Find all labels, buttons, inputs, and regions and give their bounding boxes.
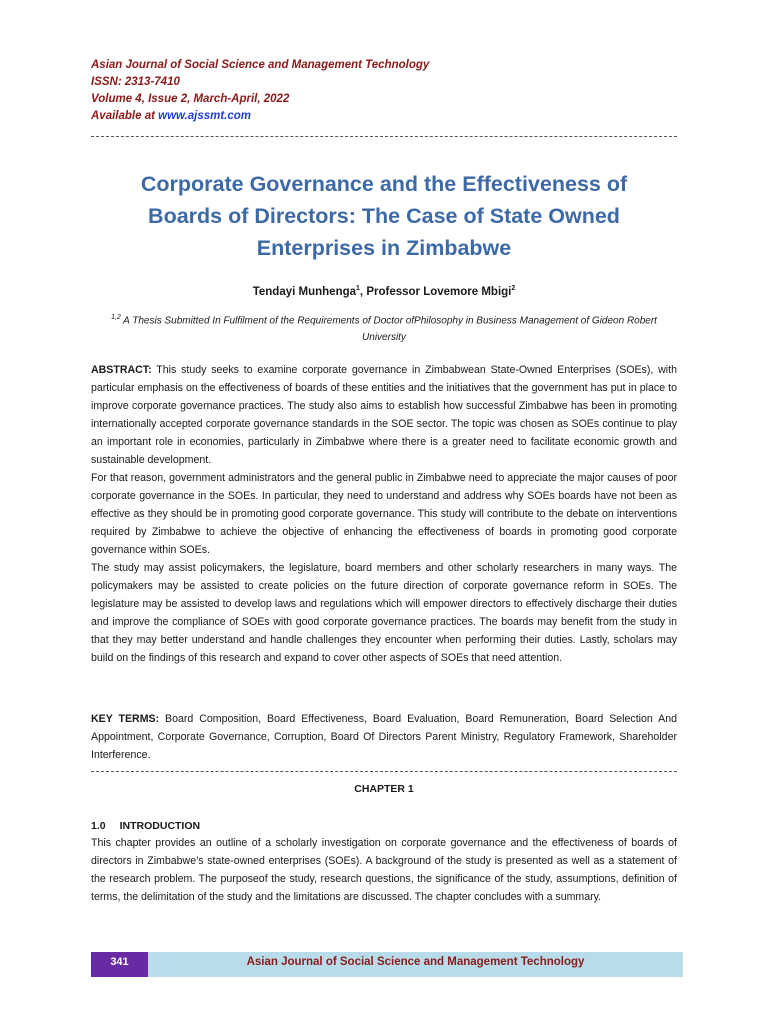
- abstract-label: ABSTRACT:: [91, 364, 152, 376]
- key-terms-text: Board Composition, Board Effectiveness, Board Evaluation, Board Remuneration, Board Selection And Appointment, Corporate Governance, Corruption, Board Of Directors Parent Ministry, Regulatory Framework, Shareholder Interference.: [91, 713, 677, 761]
- abstract-paragraph: The study may assist policymakers, the legislature, board members and other scholarly researchers in many ways. The policymakers may be assisted to create policies on the future direction of corporate governance reform in SOEs. The legislature may be assisted to develop laws and regulations which will empower directors to effectively discharge their duties and improve the compliance of SOEs with good corporate governance practices. The boards may benefit from the study in that they may better understand and handle challenges they encounter when performing their duties. Lastly, scholars may build on the findings of this research and expand to cover other aspects of SOEs that need attention.: [91, 562, 677, 664]
- author-affiliation-mark: 1: [356, 285, 360, 292]
- affiliation: [91, 309, 677, 346]
- journal-header: [91, 57, 429, 125]
- affiliation-text: A Thesis Submitted In Fulfilment of the Requirements of Doctor ofPhilosophy in Business Management of Gideon Robert University: [120, 315, 657, 344]
- section-heading: [91, 820, 200, 832]
- abstract-paragraph: [91, 361, 677, 469]
- page-footer: [91, 952, 683, 977]
- title-line: Enterprises in Zimbabwe: [256, 236, 512, 260]
- journal-availability: [91, 108, 429, 125]
- author-list: [91, 285, 677, 298]
- key-terms-paragraph: [91, 710, 677, 764]
- key-terms: [91, 710, 677, 764]
- section-title: INTRODUCTION: [119, 820, 201, 832]
- footer-journal-name: Asian Journal of Social Science and Management Technology: [246, 956, 585, 968]
- header-divider: [91, 136, 677, 137]
- title-line: Boards of Directors: The Case of State Owned: [148, 204, 620, 228]
- key-terms-label: KEY TERMS:: [91, 713, 160, 725]
- journal-name: Asian Journal of Social Science and Management Technology: [91, 59, 430, 71]
- author-separator: ,: [359, 285, 367, 298]
- page-number: 341: [91, 952, 148, 977]
- journal-issn: ISSN: 2313-7410: [91, 76, 180, 88]
- abstract-paragraph: For that reason, government administrators and the general public in Zimbabwe need to appreciate the major causes of poor corporate governance in the SOEs. In particular, they need to understand and address why SOEs boards have not been as effective as they should be in promoting good corporate governance. This study will contribute to the debate on interventions required by Zimbabwe to achieve the objective of enhancing the effectiveness of boards in promoting good corporate governance within SOEs.: [91, 472, 677, 556]
- section-number: 1.0: [91, 820, 106, 832]
- journal-volume: Volume 4, Issue 2, March-April, 2022: [91, 93, 290, 105]
- available-prefix: Available at: [91, 110, 159, 122]
- author-name: Tendayi Munhenga: [252, 285, 357, 298]
- chapter-heading: CHAPTER 1: [354, 783, 414, 795]
- title-line: Corporate Governance and the Effectiveness of: [140, 172, 628, 196]
- paper-title: [91, 168, 677, 264]
- introduction: [91, 834, 677, 906]
- abstract: [91, 361, 677, 667]
- affiliation-mark: 1,2: [111, 314, 121, 321]
- abstract-text: This study seeks to examine corporate governance in Zimbabwean State-Owned Enterprises (SOEs), with particular emphasis on the effectiveness of boards of these entities and the initiatives that the government has put in place to improve corporate governance practices. The study also aims to establish how successful Zimbabwe has been in promoting internationally accepted corporate governance standards in the SOE sector. The topic was chosen as SOEs continue to play an important role in economies, particularly in Zimbabwe where there is a greater need to facilitate economic growth and sustainable development.: [91, 364, 677, 466]
- author-affiliation-mark: 2: [511, 285, 516, 292]
- journal-website-link[interactable]: www.ajssmt.com: [158, 110, 252, 122]
- intro-paragraph: This chapter provides an outline of a scholarly investigation on corporate governance and the effectiveness of boards of directors in Zimbabwe’s state-owned enterprises (SOEs). A background of the study is presented as well as a statement of the research problem. The purposeof the study, research questions, the significance of the study, assumptions, definition of terms, the delimitation of the study and the limitations are discussed. The chapter concludes with a summary.: [91, 837, 677, 903]
- section-divider: [91, 771, 677, 772]
- author-name: Professor Lovemore Mbigi: [366, 285, 512, 298]
